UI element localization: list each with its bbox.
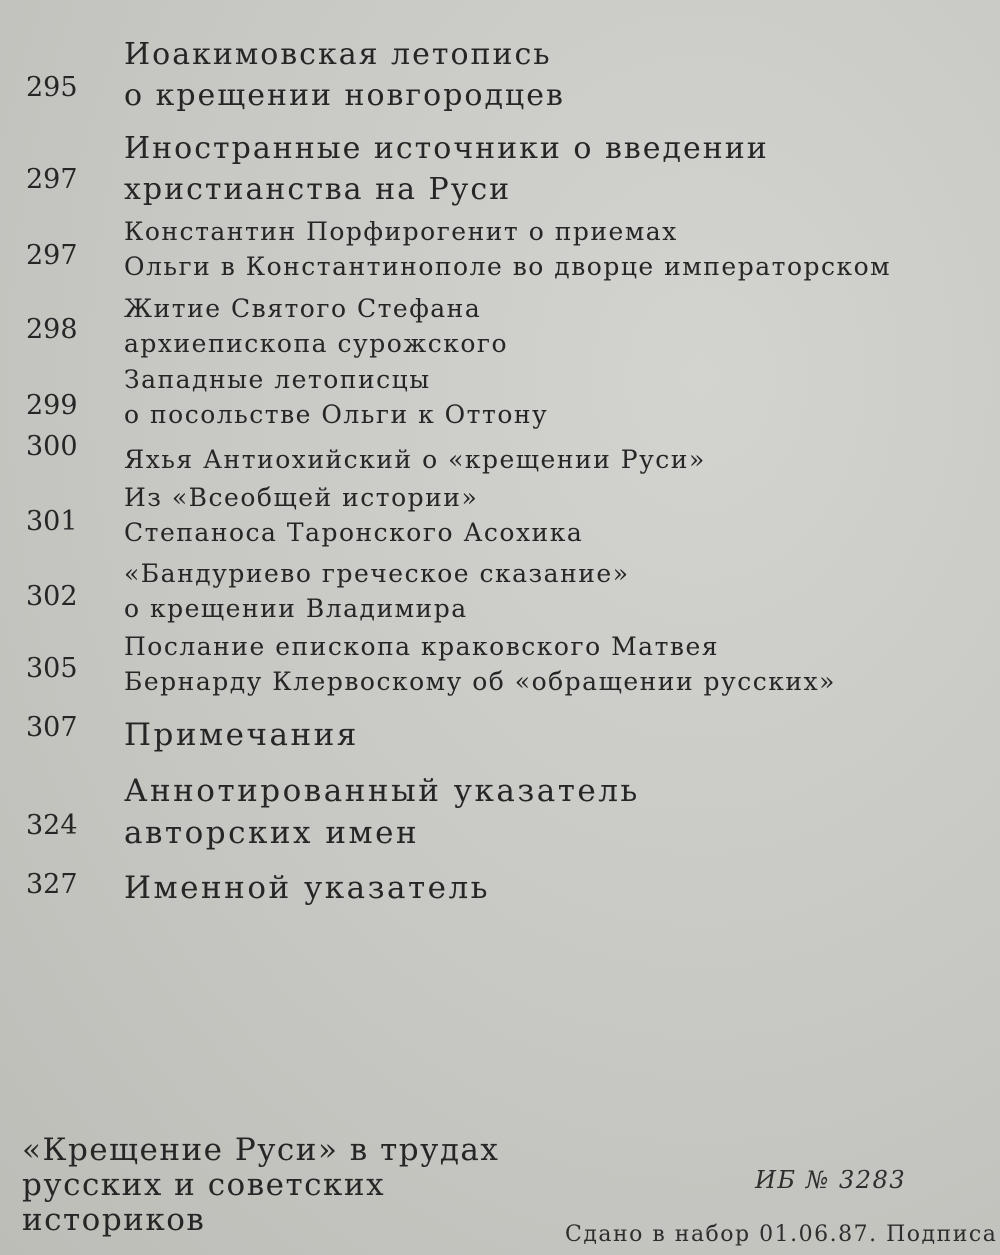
- toc-title-line: Аннотированный указатель: [124, 773, 640, 809]
- book-title: [22, 1133, 499, 1238]
- toc-page-number: 297: [26, 164, 78, 195]
- toc-entry-title: [124, 480, 984, 550]
- toc-page-number: 324: [26, 810, 78, 841]
- toc-entry-title: [124, 867, 984, 909]
- toc-page-number: 295: [26, 72, 78, 103]
- toc-entry-title: [124, 629, 984, 699]
- toc-page-number: 302: [26, 581, 78, 612]
- toc-title-line: Яхья Антиохийский о «крещении Руси»: [124, 445, 706, 474]
- toc-title-line: Примечания: [124, 717, 359, 753]
- toc-page-number: 327: [26, 869, 78, 900]
- toc-entry-title: [124, 34, 984, 116]
- toc-title-line: о крещении новгородцев: [124, 78, 565, 113]
- toc-title-line: Константин Порфирогенит о приемах: [124, 217, 678, 246]
- book-title-line: русских и советских: [22, 1167, 386, 1203]
- toc-title-line: о посольстве Ольги к Оттону: [124, 400, 549, 429]
- toc-title-line: Из «Всеобщей истории»: [124, 483, 479, 512]
- toc-entry-title: [124, 214, 984, 284]
- toc-entry-title: [124, 128, 984, 210]
- toc-title-line: Степаноса Таронского Асохика: [124, 518, 584, 547]
- toc-page-number: 307: [26, 712, 78, 743]
- toc-page-number: 298: [26, 314, 78, 345]
- toc-title-line: Бернарду Клервоскому об «обращении русских»: [124, 667, 836, 696]
- toc-title-line: Именной указатель: [124, 870, 491, 906]
- toc-title-line: Западные летописцы: [124, 365, 431, 394]
- toc-title-line: «Бандуриево греческое сказание»: [124, 559, 630, 588]
- toc-page-number: 300: [26, 431, 78, 462]
- toc-title-line: архиепископа сурожского: [124, 329, 509, 358]
- toc-title-line: Ольги в Константинополе во дворце императорском: [124, 252, 892, 281]
- toc-page-number: 299: [26, 390, 78, 421]
- toc-entry-title: [124, 714, 984, 756]
- toc-entry-title: [124, 442, 984, 477]
- book-title-line: «Крещение Руси» в трудах: [22, 1132, 500, 1168]
- ib-number: ИБ № 3283: [755, 1166, 907, 1194]
- toc-title-line: авторских имен: [124, 815, 420, 851]
- toc-page-number: 297: [26, 240, 78, 271]
- book-title-line: историков: [22, 1202, 206, 1238]
- toc-title-line: Послание епископа краковского Матвея: [124, 632, 720, 661]
- toc-page-number: 305: [26, 653, 78, 684]
- toc-title-line: о крещении Владимира: [124, 594, 468, 623]
- toc-entry-title: [124, 770, 984, 854]
- toc-entry-title: [124, 556, 984, 626]
- toc-title-line: христианства на Руси: [124, 172, 512, 207]
- toc-page-number: 301: [26, 506, 78, 537]
- toc-entry-title: [124, 291, 984, 361]
- toc-title-line: Житие Святого Стефана: [124, 294, 482, 323]
- toc-title-line: Иоакимовская летопись: [124, 37, 552, 72]
- printing-info: Сдано в набор 01.06.87. Подписа: [565, 1222, 998, 1247]
- toc-title-line: Иностранные источники о введении: [124, 131, 769, 166]
- toc-entry-title: [124, 362, 984, 432]
